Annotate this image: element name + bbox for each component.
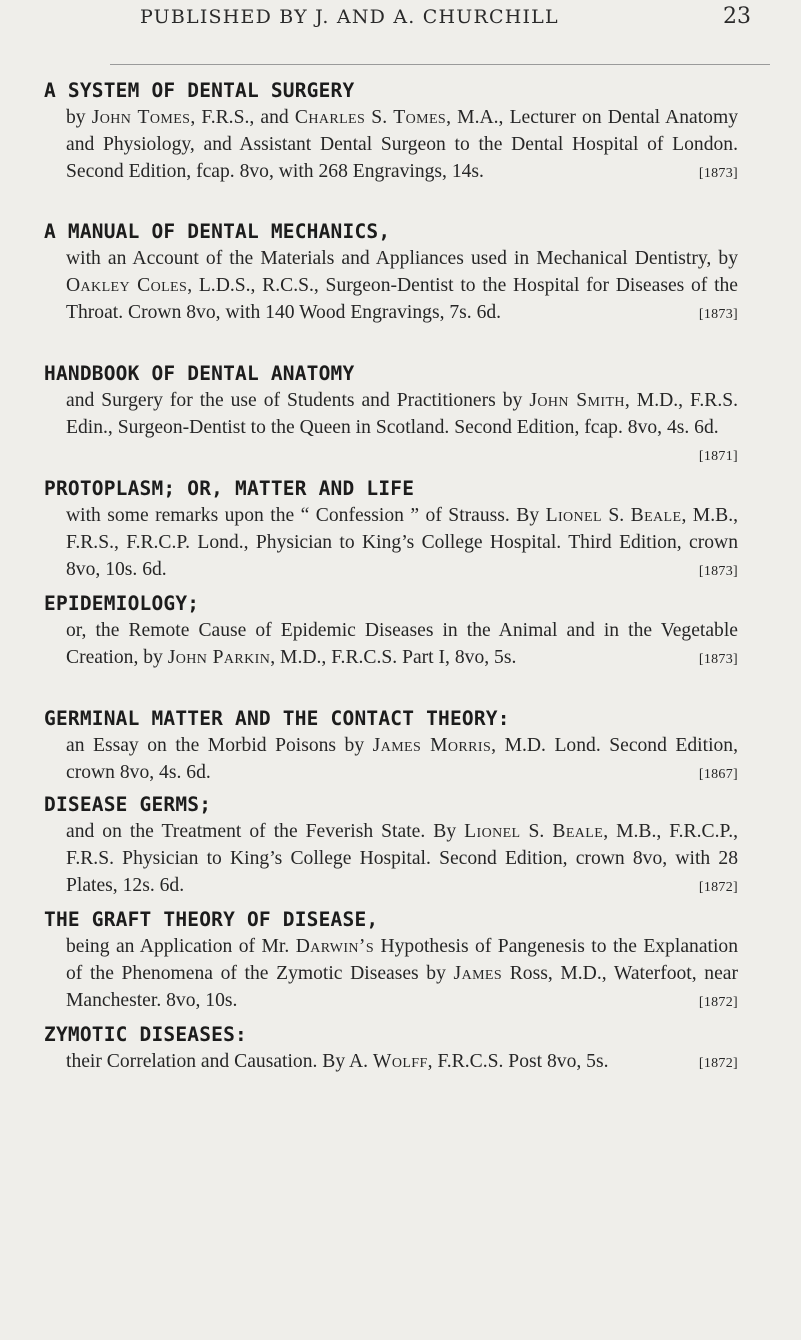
author-name: Lionel — [464, 821, 521, 842]
publication-year: [1871] — [698, 449, 738, 464]
publication-year: [1873] — [698, 564, 738, 579]
entry-description: or, the Remote Cause of Epidemic Diseases in the Animal and in the Vegetable Creation, by John Parkin, M.D., F.R.C.S. Part I, 8vo, 5s. [1873] — [66, 617, 738, 671]
entry-title: THE GRAFT THEORY OF DISEASE, — [44, 908, 379, 931]
entry-title: DISEASE GERMS; — [44, 793, 212, 816]
entry-description: with an Account of the Materials and Appliances used in Mechanical Dentistry, by Oakley Coles, L.D.S., R.C.S., Surgeon-Dentist to the Hospital for Diseases of the Throat. Crown 8vo, with 140 Wood Engravings, 7s. 6d. [1873] — [66, 245, 738, 326]
author-name: James — [453, 963, 503, 984]
catalogue-entry — [44, 906, 738, 1016]
header-rule — [110, 64, 770, 65]
author-name: Charles — [294, 107, 366, 128]
author-name: Oakley Coles — [66, 275, 188, 296]
page-number: 23 — [723, 4, 751, 29]
author-name: James Morris — [372, 735, 492, 756]
author-name: Darwin’s — [295, 936, 375, 957]
entry-title: ZYMOTIC DISEASES: — [44, 1023, 247, 1046]
entry-description: and Surgery for the use of Students and Practitioners by John Smith, M.D., F.R.S. Edin., Surgeon-Dentist to the Queen in Scotland. Second Edition, fcap. 8vo, 4s. 6d. [1871] — [66, 387, 738, 441]
author-name: John Smith — [529, 390, 625, 411]
author-name: Tomes — [393, 107, 447, 128]
entry-title: A MANUAL OF DENTAL MECHANICS, — [44, 220, 391, 243]
catalogue-entry — [44, 705, 738, 788]
catalogue-entry — [44, 475, 738, 585]
entry-description: by John Tomes, F.R.S., and Charles S. Tomes, M.A., Lecturer on Dental Anatomy and Physiology, and Assistant Dental Surgeon to the Dental Hospital of London. Second Edition, fcap. 8vo, with 268 Engravings, 14s. [1873] — [66, 104, 738, 185]
entry-description: an Essay on the Morbid Poisons by James Morris, M.D. Lond. Second Edition, crown 8vo, 4s. 6d. [1867] — [66, 732, 738, 786]
catalogue-entry — [44, 791, 738, 901]
author-name: Beale — [630, 505, 682, 526]
entry-description: their Correlation and Causation. By A. Wolff, F.R.C.S. Post 8vo, 5s. [1872] — [66, 1048, 738, 1075]
catalogue-entry — [44, 1021, 738, 1077]
author-name: John Parkin — [167, 647, 271, 668]
entry-title: PROTOPLASM; OR, MATTER AND LIFE — [44, 477, 415, 500]
entry-title: A SYSTEM OF DENTAL SURGERY — [44, 79, 355, 102]
publication-year: [1872] — [698, 880, 738, 895]
page-header — [0, 2, 801, 42]
author-name: Wolff — [372, 1051, 428, 1072]
catalogue-entry — [44, 590, 738, 673]
publication-year: [1873] — [698, 307, 738, 322]
catalogue-entry — [44, 360, 738, 470]
catalogue-entry — [44, 218, 738, 328]
running-head: PUBLISHED BY J. AND A. CHURCHILL — [140, 6, 559, 28]
entry-description: being an Application of Mr. Darwin’s Hypothesis of Pangenesis to the Explanation of the Phenomena of the Zymotic Diseases by James Ross, M.D., Waterfoot, near Manchester. 8vo, 10s. [1872] — [66, 933, 738, 1014]
author-name: Beale — [552, 821, 604, 842]
publication-year: [1872] — [698, 995, 738, 1010]
entry-description: and on the Treatment of the Feverish State. By Lionel S. Beale, M.B., F.R.C.P., F.R.S. Physician to King’s College Hospital. Second Edition, crown 8vo, with 28 Plates, 12s. 6d. [1872] — [66, 818, 738, 899]
entry-title: HANDBOOK OF DENTAL ANATOMY — [44, 362, 355, 385]
entry-title: EPIDEMIOLOGY; — [44, 592, 200, 615]
publication-year: [1872] — [698, 1056, 738, 1071]
author-name: John Tomes — [91, 107, 191, 128]
author-name: Lionel — [545, 505, 602, 526]
publication-year: [1867] — [698, 767, 738, 782]
entry-title: GERMINAL MATTER AND THE CONTACT THEORY: — [44, 707, 510, 730]
publication-year: [1873] — [698, 652, 738, 667]
catalogue-entry — [44, 77, 738, 187]
entry-description: with some remarks upon the “ Confession ” of Strauss. By Lionel S. Beale, M.B., F.R.S., F.R.C.P. Lond., Physician to King’s College Hospital. Third Edition, crown 8vo, 10s. 6d. [1873] — [66, 502, 738, 583]
publication-year: [1873] — [698, 166, 738, 181]
